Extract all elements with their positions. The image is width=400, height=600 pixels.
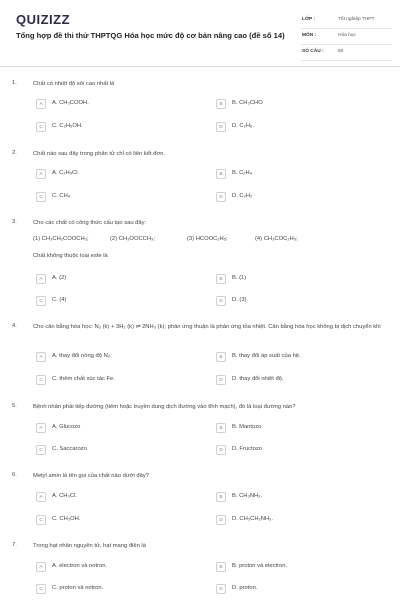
- option-letter-badge: B: [216, 492, 226, 502]
- option-text: D. Fructozo: [232, 446, 262, 452]
- question-number: 5.: [12, 403, 17, 409]
- option-text: A. (2): [52, 275, 67, 281]
- option-d[interactable]: [216, 122, 376, 132]
- option-letter-badge: B: [216, 352, 226, 362]
- option-letter-badge: B: [216, 562, 226, 572]
- option-text: A. CH₃Cl.: [52, 493, 77, 499]
- option-letter-badge: C: [36, 296, 46, 306]
- structure-4: (4) CH₃COC₂H₅;: [255, 236, 298, 242]
- option-d[interactable]: [216, 584, 376, 594]
- option-a[interactable]: [36, 352, 196, 362]
- meta-label: SỐ CÂU :: [302, 49, 324, 54]
- meta-value: Hóa học: [338, 33, 356, 38]
- question-text: Bệnh nhân phải tiếp đường (tiêm hoặc truyền dung dịch đường vào tĩnh mạch), đó là loại đường nào?: [33, 404, 296, 410]
- option-a[interactable]: [36, 169, 196, 179]
- option-d[interactable]: [216, 445, 376, 455]
- question-subtext: Chất không thuộc loại este là: [33, 253, 108, 259]
- option-d[interactable]: [216, 296, 376, 306]
- option-text: B. (1): [232, 275, 247, 281]
- option-letter-badge: B: [216, 169, 226, 179]
- option-text: B. Mantozo: [232, 424, 262, 430]
- question-number: 3.: [12, 219, 17, 225]
- option-text: C. (4): [52, 297, 67, 303]
- option-letter-badge: D: [216, 584, 226, 594]
- structure-2: (2) CH₃OOCCH₃;: [110, 236, 155, 242]
- meta-value: 50: [338, 49, 344, 54]
- option-text: D. CH₃CH₂NH₂.: [232, 516, 273, 522]
- option-c[interactable]: [36, 375, 196, 385]
- option-b[interactable]: [216, 352, 376, 362]
- option-b[interactable]: [216, 99, 376, 109]
- option-a[interactable]: [36, 562, 196, 572]
- meta-row-class: [300, 14, 392, 29]
- option-c[interactable]: [36, 584, 196, 594]
- option-c[interactable]: [36, 192, 196, 202]
- meta-label: MÔN :: [302, 33, 317, 38]
- option-letter-badge: C: [36, 192, 46, 202]
- option-b[interactable]: [216, 562, 376, 572]
- option-text: C. CH₃OH.: [52, 516, 81, 522]
- option-letter-badge: D: [216, 445, 226, 455]
- option-letter-badge: C: [36, 375, 46, 385]
- option-text: C. thêm chất xúc tác Fe.: [52, 376, 115, 382]
- option-letter-badge: C: [36, 584, 46, 594]
- option-b[interactable]: [216, 274, 376, 284]
- option-letter-badge: A: [36, 562, 46, 572]
- option-letter-badge: D: [216, 192, 226, 202]
- option-text: A. electron và notron.: [52, 563, 108, 569]
- option-text: A. C₂H₅Cl.: [52, 170, 80, 176]
- option-a[interactable]: [36, 274, 196, 284]
- option-letter-badge: C: [36, 445, 46, 455]
- option-text: C. CH₄: [52, 193, 71, 199]
- option-letter-badge: D: [216, 296, 226, 306]
- option-letter-badge: A: [36, 492, 46, 502]
- option-b[interactable]: [216, 169, 376, 179]
- question-text: Chất có nhiệt độ sôi cao nhất là: [33, 81, 115, 87]
- header-divider: [0, 66, 400, 67]
- option-text: C. C₂H₅OH.: [52, 123, 83, 129]
- meta-label: LỚP :: [302, 17, 316, 22]
- worksheet-header: [0, 0, 400, 72]
- meta-row-count: [300, 46, 392, 61]
- option-letter-badge: B: [216, 274, 226, 284]
- question-number: 6.: [12, 472, 17, 478]
- option-c[interactable]: [36, 515, 196, 525]
- option-letter-badge: D: [216, 375, 226, 385]
- option-letter-badge: B: [216, 99, 226, 109]
- option-text: A. CH₃COOH.: [52, 100, 89, 106]
- option-text: C. proton và notron.: [52, 585, 104, 591]
- option-c[interactable]: [36, 445, 196, 455]
- worksheet-title: Tổng hợp đề thi thử THPTQG Hóa học mức độ cơ bản nâng cao (đề số 14): [16, 31, 285, 40]
- option-text: A. thay đổi nồng độ N₂.: [52, 353, 112, 359]
- option-text: A. Glucozo: [52, 424, 81, 430]
- option-a[interactable]: [36, 423, 196, 433]
- option-letter-badge: A: [36, 423, 46, 433]
- structure-3: (3) HCOOC₂H₅;: [187, 236, 228, 242]
- option-letter-badge: C: [36, 122, 46, 132]
- option-b[interactable]: [216, 492, 376, 502]
- option-letter-badge: A: [36, 352, 46, 362]
- worksheet-meta: [300, 14, 392, 62]
- option-text: C. Saccarozo: [52, 446, 87, 452]
- question-text: Cho các chất có công thức cấu tạo sau đây:: [33, 220, 147, 226]
- question-number: 1.: [12, 80, 17, 86]
- option-letter-badge: A: [36, 169, 46, 179]
- option-text: B. thay đổi áp suất của hệ.: [232, 353, 301, 359]
- option-a[interactable]: [36, 492, 196, 502]
- question-text: Cho cân bằng hóa học: N₂ (k) + 3H₂ (k) ⇌ 2NH₃ (k); phản ứng thuận là phản ứng tỏa nhiệt. Cân bằng hóa học không bị dịch chuyển khi: [33, 324, 381, 330]
- option-letter-badge: C: [36, 515, 46, 525]
- option-text: D. thay đổi nhiệt độ.: [232, 376, 284, 382]
- option-letter-badge: A: [36, 99, 46, 109]
- option-d[interactable]: [216, 192, 376, 202]
- option-d[interactable]: [216, 375, 376, 385]
- quizizz-logo: QUIZIZZ: [16, 12, 71, 27]
- question-number: 4.: [12, 323, 17, 329]
- option-text: D. (3): [232, 297, 247, 303]
- option-text: D. C₂H₂: [232, 193, 253, 199]
- option-letter-badge: D: [216, 515, 226, 525]
- question-text: Trong hạt nhân nguyên tử, hạt mang điện là: [33, 543, 146, 549]
- structure-1: (1) CH₃CH₂COOCH₃;: [33, 236, 89, 242]
- option-b[interactable]: [216, 423, 376, 433]
- question-text: Metyl amin là tên gọi của chất nào dưới đây?: [33, 473, 149, 479]
- question-number: 7.: [12, 542, 17, 548]
- option-letter-badge: D: [216, 122, 226, 132]
- option-text: D. C₂H₆.: [232, 123, 254, 129]
- option-text: B. C₂H₄: [232, 170, 253, 176]
- option-letter-badge: A: [36, 274, 46, 284]
- option-a[interactable]: [36, 99, 196, 109]
- option-text: D. proton.: [232, 585, 258, 591]
- option-text: B. CH₃CHO: [232, 100, 263, 106]
- meta-row-subject: [300, 30, 392, 45]
- meta-value: Tốt nghiệp THPT: [338, 17, 375, 22]
- option-text: B. proton và electron.: [232, 563, 288, 569]
- option-c[interactable]: [36, 122, 196, 132]
- option-letter-badge: B: [216, 423, 226, 433]
- question-number: 2.: [12, 150, 17, 156]
- option-d[interactable]: [216, 515, 376, 525]
- option-text: B. CH₃NH₂.: [232, 493, 263, 499]
- option-c[interactable]: [36, 296, 196, 306]
- question-text: Chất nào sau đây trong phân tử chỉ có liên kết đơn.: [33, 151, 166, 157]
